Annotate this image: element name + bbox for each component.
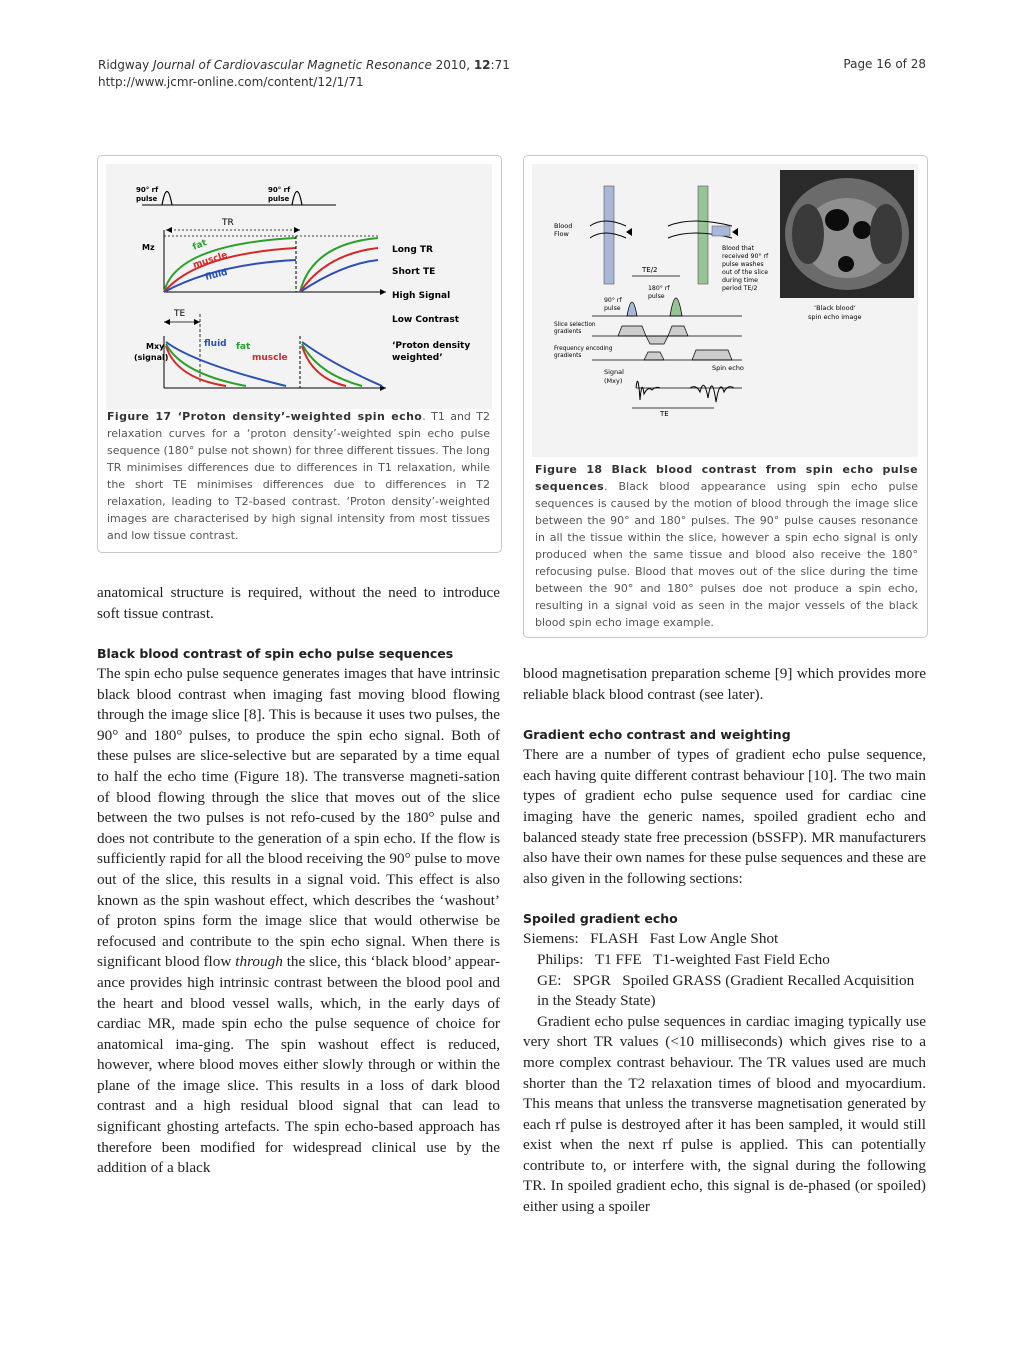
label-high-signal: High Signal: [392, 291, 451, 301]
mz-label-muscle: muscle: [191, 250, 229, 271]
flow-arrow-1: [626, 228, 632, 236]
te-arrow-left: [164, 319, 170, 325]
image-label-1: ‘Black blood’: [814, 304, 856, 312]
rf-pulse-label-2b: pulse: [268, 195, 290, 203]
page-number: Page 16 of 28: [843, 57, 926, 71]
relaxation-curves-diagram: [106, 164, 492, 409]
flow-arrow-2: [732, 228, 738, 236]
spin-echo-label: Spin echo: [712, 364, 744, 372]
slice-select-gradient: [618, 326, 688, 344]
aorta-void: [825, 209, 849, 231]
pulmonary-artery-void: [853, 221, 871, 239]
vendor-philips: Philips: T1 FFE T1-weighted Fast Field Echo: [537, 950, 830, 968]
figure-18-diagram: [532, 164, 918, 457]
figure-18-caption-text: . Black blood appearance using spin echo pulse sequences is caused by the motion of blood through the image slice between the 90° and 180° pulses. The 90° pulse causes resonance in all the tissue within the slice, however a spin echo signal is only produced when the same tissue and blood also receive the 180° refocusing pulse. Blood that moves out of the slice during the time between the 90° and 180° pulses doe not produce a spin echo, resulting in a signal void as seen in the major vessels of the black blood spin echo image example.: [535, 480, 918, 629]
vendor-siemens: Siemens: FLASH Fast Low Angle Shot: [523, 930, 779, 948]
p180-label-1: 180° rf: [648, 285, 670, 292]
right-column: [523, 664, 926, 1218]
tr-arrow-right: [294, 227, 300, 233]
slice-initial: [604, 186, 614, 284]
p180-label-2: pulse: [648, 293, 665, 300]
figure-17-caption-text: . T1 and T2 relaxation curves for a ‘proton density’-weighted spin echo pulse sequence (180° pulse not shown) for three different tissues. The long TR minimises differences due to differences in T1 relaxation, while the short TE minimises differences due to differences in T2 relaxation, leading to T2-based contrast. ‘Proton density’-weighted images are characterised by high signal intensity from most tissues and low tissue contrast.: [107, 410, 490, 542]
mxy-label-muscle: muscle: [252, 353, 288, 363]
section-heading-gradient-echo: Gradient echo contrast and weighting: [523, 727, 791, 743]
freq-encode-label-1: Frequency encoding: [554, 346, 613, 352]
te-arrow-right: [194, 319, 200, 325]
citation-year: 2010,: [431, 58, 474, 72]
received-label-2: received 90° rf: [722, 253, 769, 260]
received-label-4: out of the slice: [722, 269, 769, 276]
lung-right: [870, 204, 902, 264]
right-continuation-paragraph: blood magnetisation preparation scheme [9] which provides more reliable black blood contrast (see later).: [523, 665, 926, 703]
received-label-6: period TE/2: [722, 285, 758, 292]
continuation-paragraph: anatomical structure is required, without the need to introduce soft tissue contrast.: [97, 584, 500, 622]
label-long-tr: Long TR: [392, 245, 433, 255]
received-label-1: Blood that: [722, 245, 754, 252]
mz-curve-muscle: [164, 248, 296, 292]
figure-17-caption-title: Figure 17 ‘Proton density’-weighted spin echo: [107, 410, 423, 423]
pulse-90: [627, 302, 637, 316]
rf-pulse-label-1b: pulse: [136, 195, 158, 203]
figure-17-caption: [107, 408, 490, 544]
label-short-te: Short TE: [392, 267, 436, 277]
label-pd-2: weighted’: [392, 353, 443, 363]
journal-url[interactable]: http://www.jcmr-online.com/content/12/1/71: [98, 75, 364, 89]
signal-label-1: Signal: [604, 368, 624, 376]
freq-encode-prephase: [644, 352, 664, 360]
te-label: TE: [660, 410, 669, 418]
mz-label-fluid: fluid: [204, 267, 229, 283]
spoiled-gradient-paragraph: Gradient echo pulse sequences in cardiac imaging typically use very short TR values (<10 milliseconds) which gives rise to a more complex contrast behaviour. The TR values used are much shorter than the T2 relaxation times of blood and myocardium. This means that unless the transverse magnetisation generated by each rf pulse is destroyed after it has been sampled, it would still exist when the next rf pulse is applied. This can potentially contribute to, or interfere with, the signal during the following TR. In spoiled gradient echo, this signal is de-phased (or spoiled) either using a spoiler: [523, 1012, 926, 1216]
citation-author: Ridgway: [98, 58, 153, 72]
mz-baseline-arrow: [380, 289, 386, 295]
mz-curve-fluid-2: [300, 260, 378, 292]
descending-aorta-void: [838, 256, 854, 272]
image-label-2: spin echo image: [808, 313, 862, 321]
received-label-5: during time: [722, 277, 758, 284]
mxy-label-fat: fat: [236, 342, 251, 352]
fid-signal: [636, 381, 660, 400]
black-blood-diagram: [532, 164, 918, 457]
washed-out-blood: [712, 226, 730, 236]
citation-volume: 12: [473, 58, 491, 72]
slice-select-label-2: gradients: [554, 329, 582, 335]
vendor-ge: GE: SPGR Spoiled GRASS (Gradient Recalled Acquisition in the Steady State): [537, 971, 915, 1010]
mxy-axis-label: Mxy: [146, 342, 165, 351]
rf-pulse-1: [162, 192, 172, 206]
freq-encode-readout: [692, 350, 732, 360]
tr-label: TR: [222, 218, 234, 228]
slice-after: [698, 186, 708, 284]
mz-label-fat: fat: [191, 238, 209, 253]
rf-pulse-label-2: 90° rf: [268, 186, 291, 194]
rf-pulse-2: [292, 192, 302, 206]
mz-curve-fat: [164, 238, 296, 292]
figure-18: [523, 155, 928, 638]
p90-label-1: 90° rf: [604, 297, 622, 304]
mxy-label-fluid: fluid: [204, 339, 227, 349]
gradient-echo-paragraph: There are a number of types of gradient echo pulse sequence, each having quite different contrast behaviour [10]. The two main types of gradient echo pulse sequence used for cardiac cine imaging have the generic names, spoiled gradient echo and balanced steady state free precession (bSSFP). MR manufacturers also have their own names for these pulse sequences and these are also given in the following sections:: [523, 746, 926, 887]
pulse-180: [670, 298, 682, 316]
left-column-continuation: [97, 583, 500, 624]
blood-flow-label-2: Flow: [554, 230, 569, 238]
mz-axis-label: Mz: [142, 243, 155, 252]
black-blood-paragraph: The spin echo pulse sequence generates images that have intrinsic black blood contrast when imaging fast moving blood flowing through the image slice [8]. This is because it uses two pulses, the 90° and 180° pulses, to produce the spin echo signal. Both of these pulses are slice-selective but are separated by a time equal to half the echo time (Figure 18). The transverse magneti-sation of blood flowing through the slice that moves out of the slice between the two pulses is not refo-cused by the 180° pulse and does not contribute to the generation of a spin echo. If the flow is sufficiently rapid for all the blood receiving the 90° pulse to move out of the slice, this results in a signal void. This effect is also known as the spin washout effect, which describes the ‘washout’ of proton spins form the image slice that would otherwise be refocused and contribute to the spin echo signal. When there is significant blood flow through the slice, this ‘black blood’ appear-ance provides high intrinsic contrast between the blood pool and the heart and blood vessel walls, which, in the early days of cardiac MR, made spin echo the pulse sequence of choice for anatomical ima-ging. The spin washout effect is reduced, however, where blood moves either slowly through or within the plane of the image slice. This results in a loss of dark blood contrast and a high residual blood signal that can lead to significant ghosting artefacts. The spin echo-based approach has therefore been modified for widespread clinical use by the addition of a black: [97, 665, 500, 1177]
subsection-heading-spoiled: Spoiled gradient echo: [523, 911, 678, 927]
figure-18-caption: [535, 461, 918, 631]
signal-axis-label: (signal): [134, 353, 169, 362]
citation: [98, 57, 510, 74]
figure-17-diagram: [106, 164, 492, 409]
label-pd-1: ‘Proton density: [392, 341, 471, 351]
freq-encode-label-2: gradients: [554, 353, 582, 359]
left-column: [97, 644, 500, 1179]
te-half-label: TE/2: [642, 266, 658, 274]
rf-pulse-label-1: 90° rf: [136, 186, 159, 194]
running-header: [98, 57, 510, 91]
citation-article: :71: [490, 58, 510, 72]
label-low-contrast: Low Contrast: [392, 315, 460, 325]
citation-journal: Journal of Cardiovascular Magnetic Resonance: [153, 58, 432, 72]
tr-arrow-left: [166, 227, 172, 233]
slice-select-label-1: Slice selection: [554, 322, 596, 328]
te-label: TE: [174, 309, 186, 319]
figure-18-caption-title: Figure 18 Black blood contrast from spin echo pulse sequences: [535, 463, 918, 493]
p90-label-2: pulse: [604, 305, 621, 312]
received-label-3: pulse washes: [722, 261, 764, 268]
figure-17: [97, 155, 502, 553]
lung-left: [792, 204, 824, 264]
section-heading-black-blood: Black blood contrast of spin echo pulse sequences: [97, 646, 454, 661]
blood-flow-label-1: Blood: [554, 222, 573, 230]
signal-label-2: (Mxy): [604, 377, 623, 385]
